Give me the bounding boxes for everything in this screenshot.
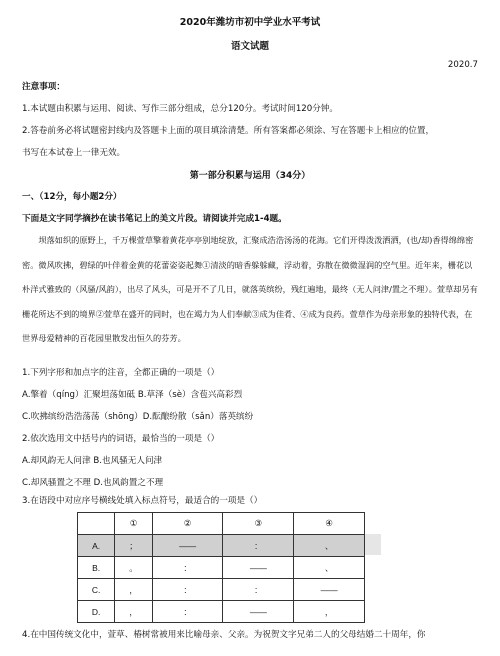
table-cell: ： [223,579,294,601]
exam-title: 2020年潍坊市初中学业水平考试 [179,17,321,28]
q1-stem: 1.下列字形和加点字的注音，全都正确的一项是（） [22,368,220,378]
q1-option-cd: C.吹拂缤纷浩浩荡荡（shōng）D.酝酿纷散（sǎn）落英缤纷 [22,412,254,422]
q4-stem: 4.在中国传统文化中，萱草、椿树常被用来比喻母亲、父亲。为祝贺文字兄弟二人的父母结婚二十周年，你 [22,630,426,640]
table-row [78,601,365,623]
table-cell: ： [223,535,294,557]
table-header-cell: ④ [294,513,365,535]
table-cell: D. [78,601,115,623]
table-row [78,579,365,601]
table-header-cell: ① [115,513,152,535]
table-cell: ： [152,557,223,579]
row-a-shade-extension [365,534,381,555]
table-cell: —— [223,601,294,623]
table-cell: A. [78,535,115,557]
notice-heading: 注意事项： [22,82,65,92]
table-cell: 、 [294,535,365,557]
notice-item-2-line-1: 2.答卷前务必将试题密封线内及答题卡上面的项目填涂清楚。所有答案都必须涂、写在答题卡上相应的位置， [22,126,435,136]
section-heading: 一、（12分，每小题2分） [22,192,122,202]
table-cell: 、 [294,557,365,579]
passage-instruction: 下面是文字同学摘抄在读书笔记上的美文片段。请阅读并完成1-4题。 [22,214,287,224]
table-header-cell [78,513,115,535]
table-cell: C. [78,579,115,601]
table-cell: —— [223,557,294,579]
table-row [78,557,365,579]
exam-date: 2020.7 [447,60,478,70]
table-header-row [78,513,365,535]
table-cell: B. [78,557,115,579]
notice-item-2-line-2: 书写在本试卷上一律无效。 [22,148,126,158]
q2-option-ab: A.却风韵无人问津 B.也风骚无人问津 [22,456,163,466]
q2-option-cd: C.却风骚置之不理 D.也风韵置之不理 [22,478,164,488]
punctuation-options-table [77,512,365,623]
table-cell: ： [152,579,223,601]
table-cell: ： [152,601,223,623]
table-cell: —— [152,535,223,557]
passage-text: 坝落如织的原野上，千万棵萱草擎着黄花亭亭别地绽放，汇聚成浩浩汤汤的花海。它们开得泼泼洒洒，(也/却)香得绵绵密密。微风吹拂，碧绿的叶伴着金黄的花蕾姿姿起舞①清淡的暗香躲躲藏，浮动着，弥散在微微湿润的空气里。近年来，栅花以朴洋式雅致的（风骚/风韵），出尽了风头，可是开不了几日，就落英缤纷，残红遍地，最终（无人问津/置之不理）。萱草却另有栅花所达不到的境界②萱草在盛开的同时，也在竭力为人们奉献③成为佳肴、④成为良药。萱草作为母亲形象的独特代表，在世界母爱精神的百花园里散发出恒久的芬芳。 [22,235,478,343]
notice-item-1: 1.本试题由积累与运用、阅读、写作三部分组成，总分120分。考试时间120分钟。 [22,104,339,114]
table-cell: ； [115,535,152,557]
q2-stem: 2.依次选用文中括号内的词语，最恰当的一项是（） [22,434,220,444]
table-row [78,535,365,557]
q1-option-ab: A.擎着（qíng）汇聚坦荡如砥 B.草泽（sè）含苞兴高彩烈 [22,390,243,400]
subject-title: 语文试题 [230,41,269,52]
table-cell: ， [294,601,365,623]
table-header-cell: ② [152,513,223,535]
part1-heading: 第一部分积累与运用（34分） [189,171,311,181]
table-cell: ， [115,579,152,601]
q3-stem: 3.在语段中对应序号横线处填入标点符号，最适合的一项是（） [22,496,263,506]
table-cell: ， [115,601,152,623]
table-cell: 。 [115,557,152,579]
table-cell: —— [294,579,365,601]
table-header-cell: ③ [223,513,294,535]
